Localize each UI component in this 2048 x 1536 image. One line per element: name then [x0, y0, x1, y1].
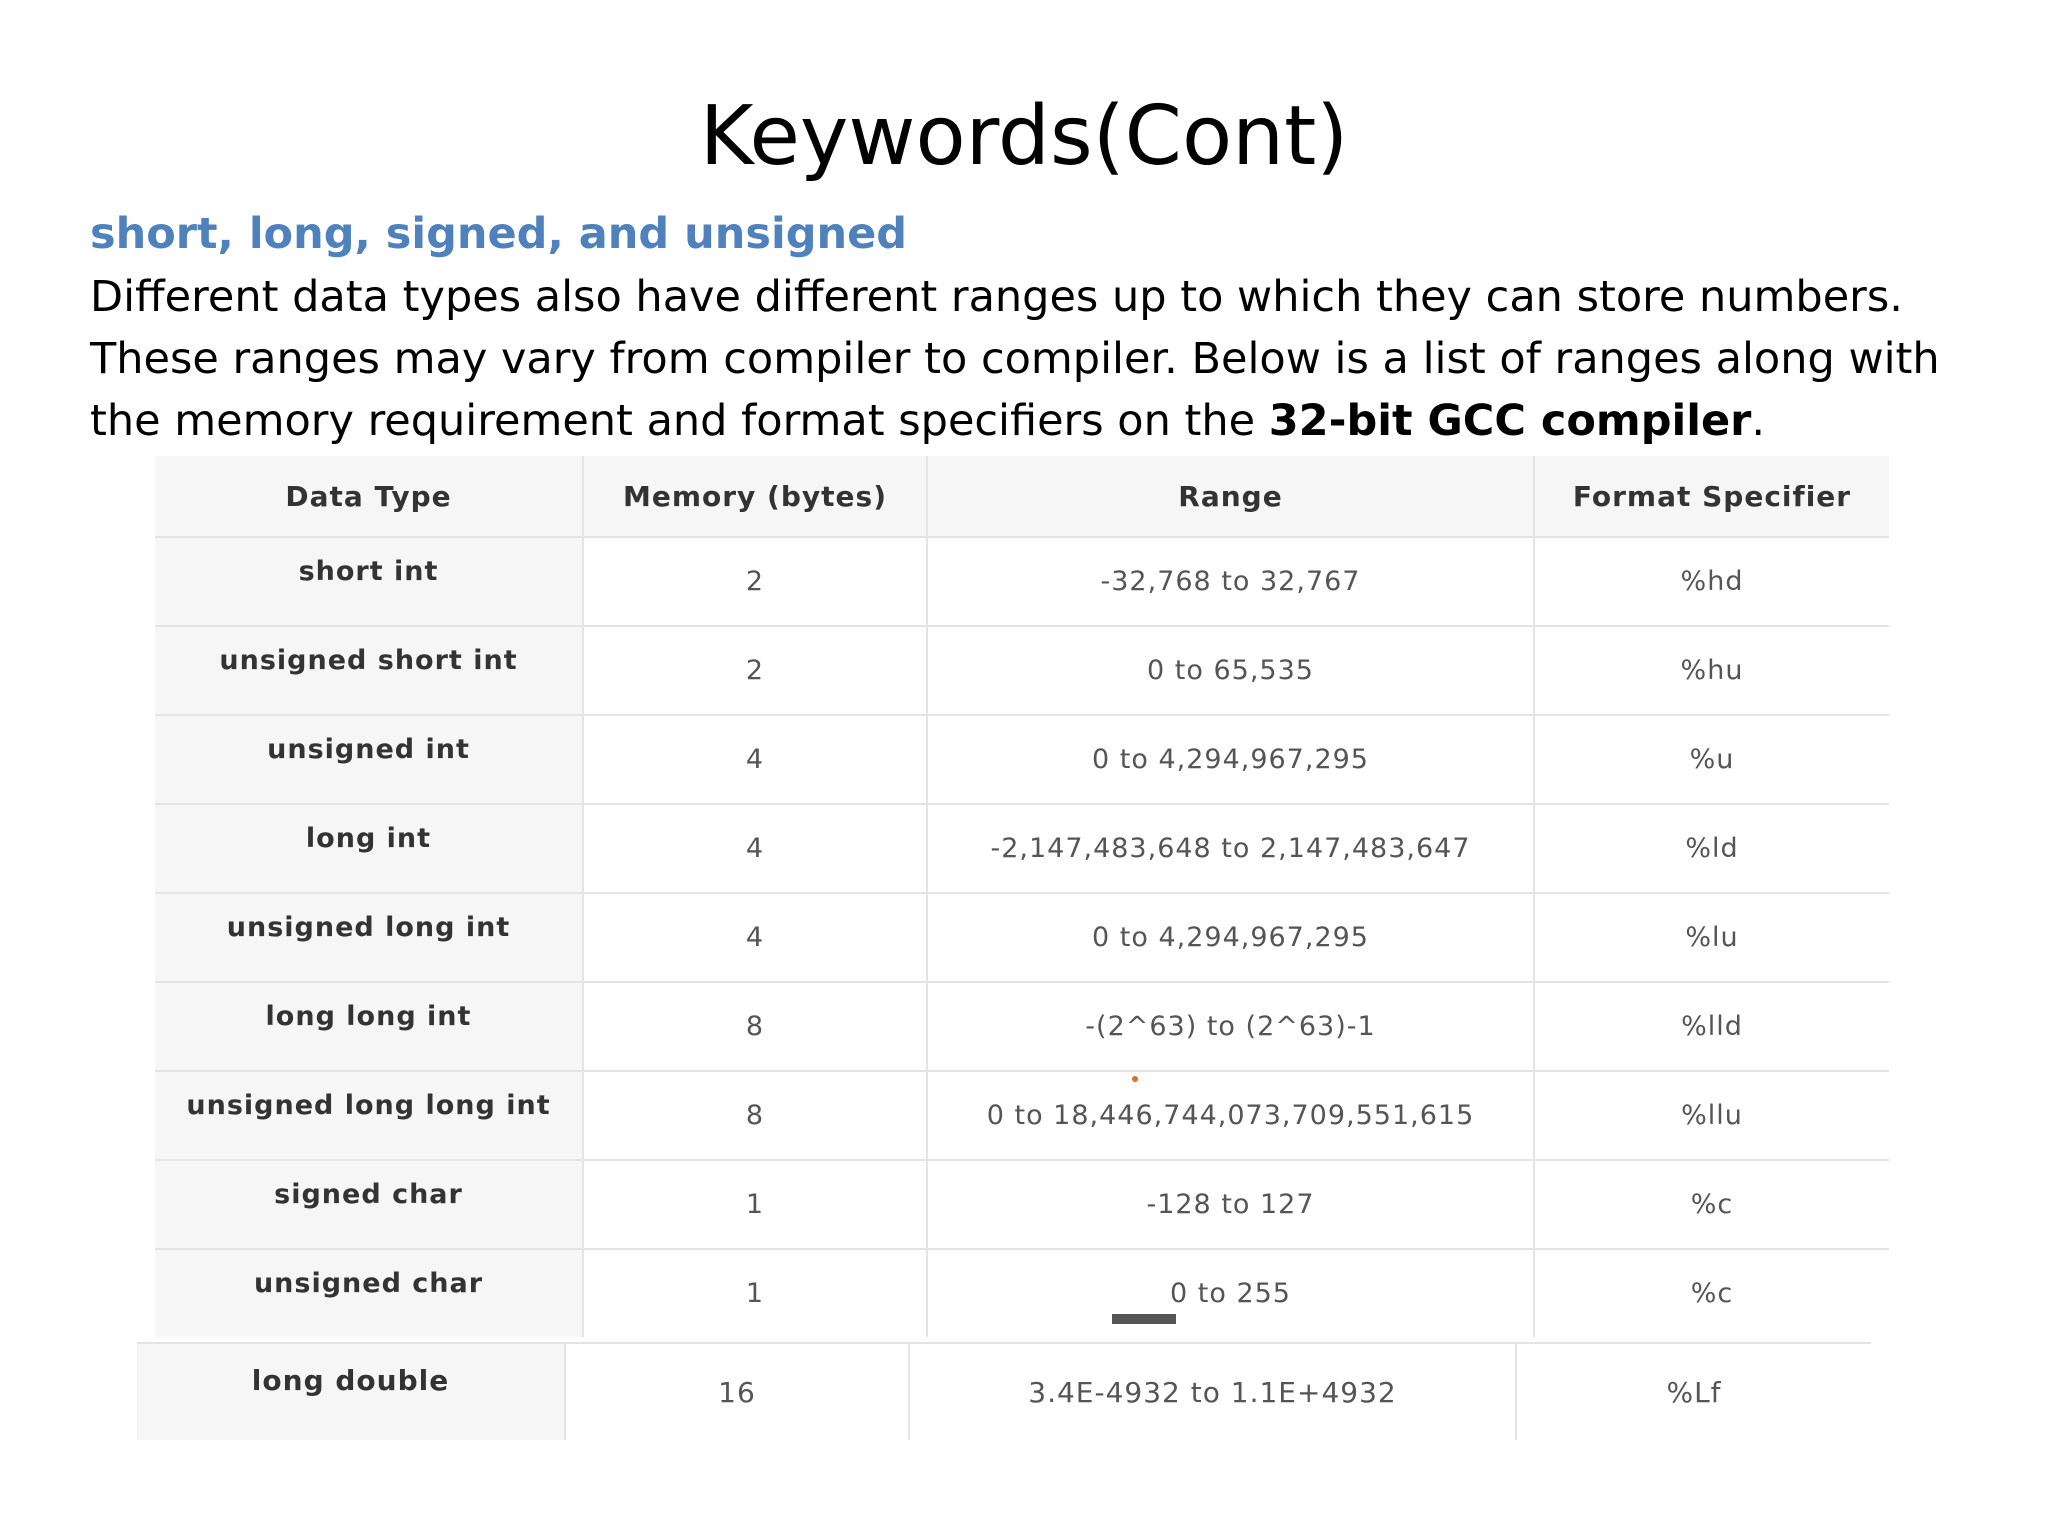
table-row — [137, 1343, 1871, 1440]
cell-data-type: unsigned long int — [155, 893, 583, 982]
body-paragraph — [90, 266, 2020, 452]
header-format-specifier: Format Specifier — [1534, 456, 1889, 537]
cell-data-type: unsigned short int — [155, 626, 583, 715]
paragraph-text: Different data types also have different ranges up to which they can store numbers. These ranges may vary from compiler to compiler. Below is a list of ranges along with the memory requirement and format specifiers on the — [90, 272, 1940, 446]
cell-memory: 1 — [583, 1249, 927, 1337]
table-header-row — [155, 456, 1889, 537]
cell-memory: 8 — [583, 1071, 927, 1160]
table-row — [155, 1071, 1889, 1160]
header-memory: Memory (bytes) — [583, 456, 927, 537]
stray-dot — [1132, 1076, 1138, 1082]
paragraph-end: . — [1751, 396, 1766, 446]
cell-range: 3.4E-4932 to 1.1E+4932 — [909, 1343, 1516, 1440]
header-range: Range — [927, 456, 1534, 537]
cell-data-type: long int — [155, 804, 583, 893]
cell-format-specifier: %c — [1690, 1278, 1734, 1309]
cell-data-type: long long int — [155, 982, 583, 1071]
cell-range: 0 to 255 — [927, 1249, 1534, 1337]
cell-memory: 4 — [583, 715, 927, 804]
cell-memory: 4 — [583, 893, 927, 982]
cell-data-type: signed char — [155, 1160, 583, 1249]
cell-format-specifier: %c — [1534, 1160, 1889, 1249]
cell-format-specifier: %lld — [1534, 982, 1889, 1071]
cell-range: -128 to 127 — [927, 1160, 1534, 1249]
cell-format-specifier: %lu — [1534, 893, 1889, 982]
cell-format-specifier: %hd — [1534, 537, 1889, 626]
cell-data-type: unsigned char — [155, 1249, 583, 1337]
scroll-indicator — [1112, 1314, 1176, 1324]
header-data-type: Data Type — [155, 456, 583, 537]
cell-data-type: unsigned int — [155, 715, 583, 804]
table-row — [155, 715, 1889, 804]
cell-memory: 16 — [565, 1343, 909, 1440]
data-types-table — [155, 456, 1889, 1337]
cell-memory: 8 — [583, 982, 927, 1071]
long-double-table — [137, 1342, 1871, 1440]
cell-format-specifier: %Lf — [1666, 1375, 1722, 1409]
table-row — [155, 1249, 1889, 1337]
cell-format-specifier: %u — [1534, 715, 1889, 804]
cell-format-specifier: %llu — [1534, 1071, 1889, 1160]
table-row — [155, 1160, 1889, 1249]
table-row — [155, 537, 1889, 626]
cell-data-type: unsigned long long int — [155, 1071, 583, 1160]
cell-format-specifier: %hu — [1534, 626, 1889, 715]
cell-data-type: short int — [155, 537, 583, 626]
table-row — [155, 982, 1889, 1071]
table-row — [155, 626, 1889, 715]
cell-range: -(2^63) to (2^63)-1 — [927, 982, 1534, 1071]
cell-range: -32,768 to 32,767 — [927, 537, 1534, 626]
cell-range: 0 to 65,535 — [927, 626, 1534, 715]
cell-range: 0 to 4,294,967,295 — [927, 893, 1534, 982]
cell-memory: 4 — [583, 804, 927, 893]
cell-range: -2,147,483,648 to 2,147,483,647 — [927, 804, 1534, 893]
cell-format-specifier: %ld — [1534, 804, 1889, 893]
cell-memory: 2 — [583, 537, 927, 626]
paragraph-bold-text: 32-bit GCC compiler — [1268, 396, 1752, 446]
table-row — [155, 893, 1889, 982]
cell-memory: 2 — [583, 626, 927, 715]
subheading: short, long, signed, and unsigned — [90, 209, 908, 259]
slide-title: Keywords(Cont) — [699, 89, 1349, 184]
cell-data-type: long double — [137, 1343, 565, 1440]
cell-memory: 1 — [583, 1160, 927, 1249]
cell-range: 0 to 4,294,967,295 — [927, 715, 1534, 804]
cell-range: 0 to 18,446,744,073,709,551,615 — [927, 1071, 1534, 1160]
table-row — [155, 804, 1889, 893]
